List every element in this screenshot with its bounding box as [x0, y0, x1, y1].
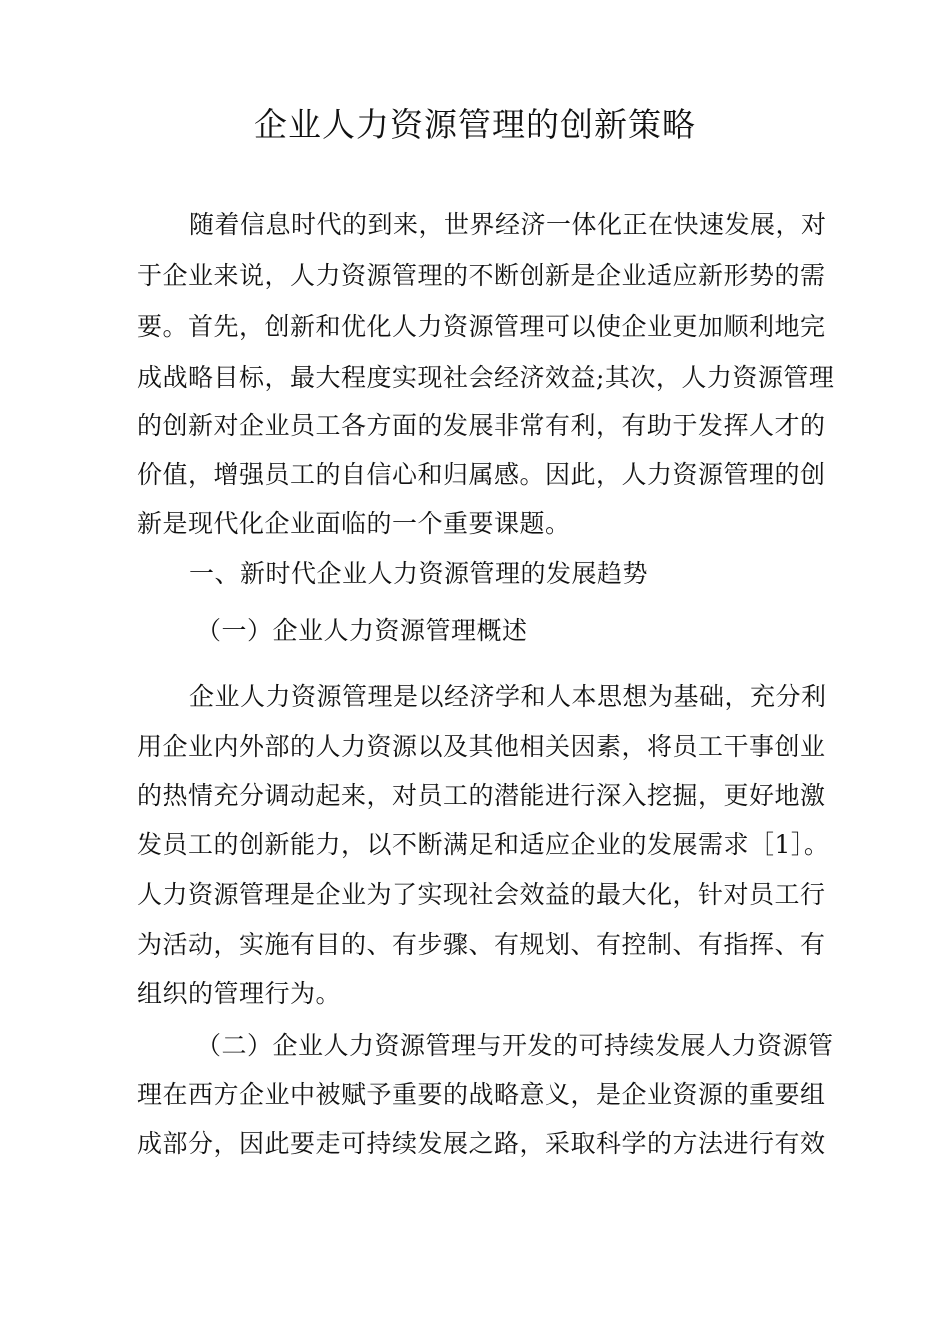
paragraph-line: 组织的管理行为。 — [137, 979, 342, 1008]
subsection-paragraph-line: （二）企业人力资源管理与开发的可持续发展人力资源管 — [196, 1031, 834, 1060]
paragraph-line: 成部分，因此要走可持续发展之路，采取科学的方法进行有效 — [137, 1129, 826, 1158]
paragraph-line: 要。首先，创新和优化人力资源管理可以使企业更加顺利地完 — [137, 312, 826, 341]
paragraph-line: 于企业来说，人力资源管理的不断创新是企业适应新形势的需 — [137, 261, 826, 290]
paragraph-line: 人力资源管理是企业为了实现社会效益的最大化，针对员工行 — [137, 880, 826, 909]
paragraph-line: 的热情充分调动起来，对员工的潜能进行深入挖掘，更好地激 — [137, 781, 826, 810]
paragraph-line: 价值，增强员工的自信心和归属感。因此，人力资源管理的创 — [137, 460, 826, 489]
paragraph-line: 随着信息时代的到来，世界经济一体化正在快速发展，对 — [189, 210, 827, 239]
paragraph-line: 新是现代化企业面临的一个重要课题。 — [137, 509, 571, 538]
paragraph-line: 的创新对企业员工各方面的发展非常有利，有助于发挥人才的 — [137, 411, 826, 440]
paragraph-line: 发员工的创新能力，以不断满足和适应企业的发展需求［1］。 — [137, 830, 830, 859]
section-heading: 一、新时代企业人力资源管理的发展趋势 — [189, 559, 649, 588]
paragraph-line: 为活动，实施有目的、有步骤、有规划、有控制、有指挥、有 — [137, 930, 826, 959]
paragraph-line: 理在西方企业中被赋予重要的战略意义，是企业资源的重要组 — [137, 1080, 826, 1109]
subsection-heading: （一）企业人力资源管理概述 — [196, 616, 528, 645]
paragraph-line: 企业人力资源管理是以经济学和人本思想为基础，充分利 — [189, 682, 827, 711]
paragraph-line: 用企业内外部的人力资源以及其他相关因素，将员工干事创业 — [137, 732, 826, 761]
document-title: 企业人力资源管理的创新策略 — [254, 105, 696, 144]
paragraph-line: 成战略目标，最大程度实现社会经济效益;其次，人力资源管理 — [137, 363, 835, 392]
